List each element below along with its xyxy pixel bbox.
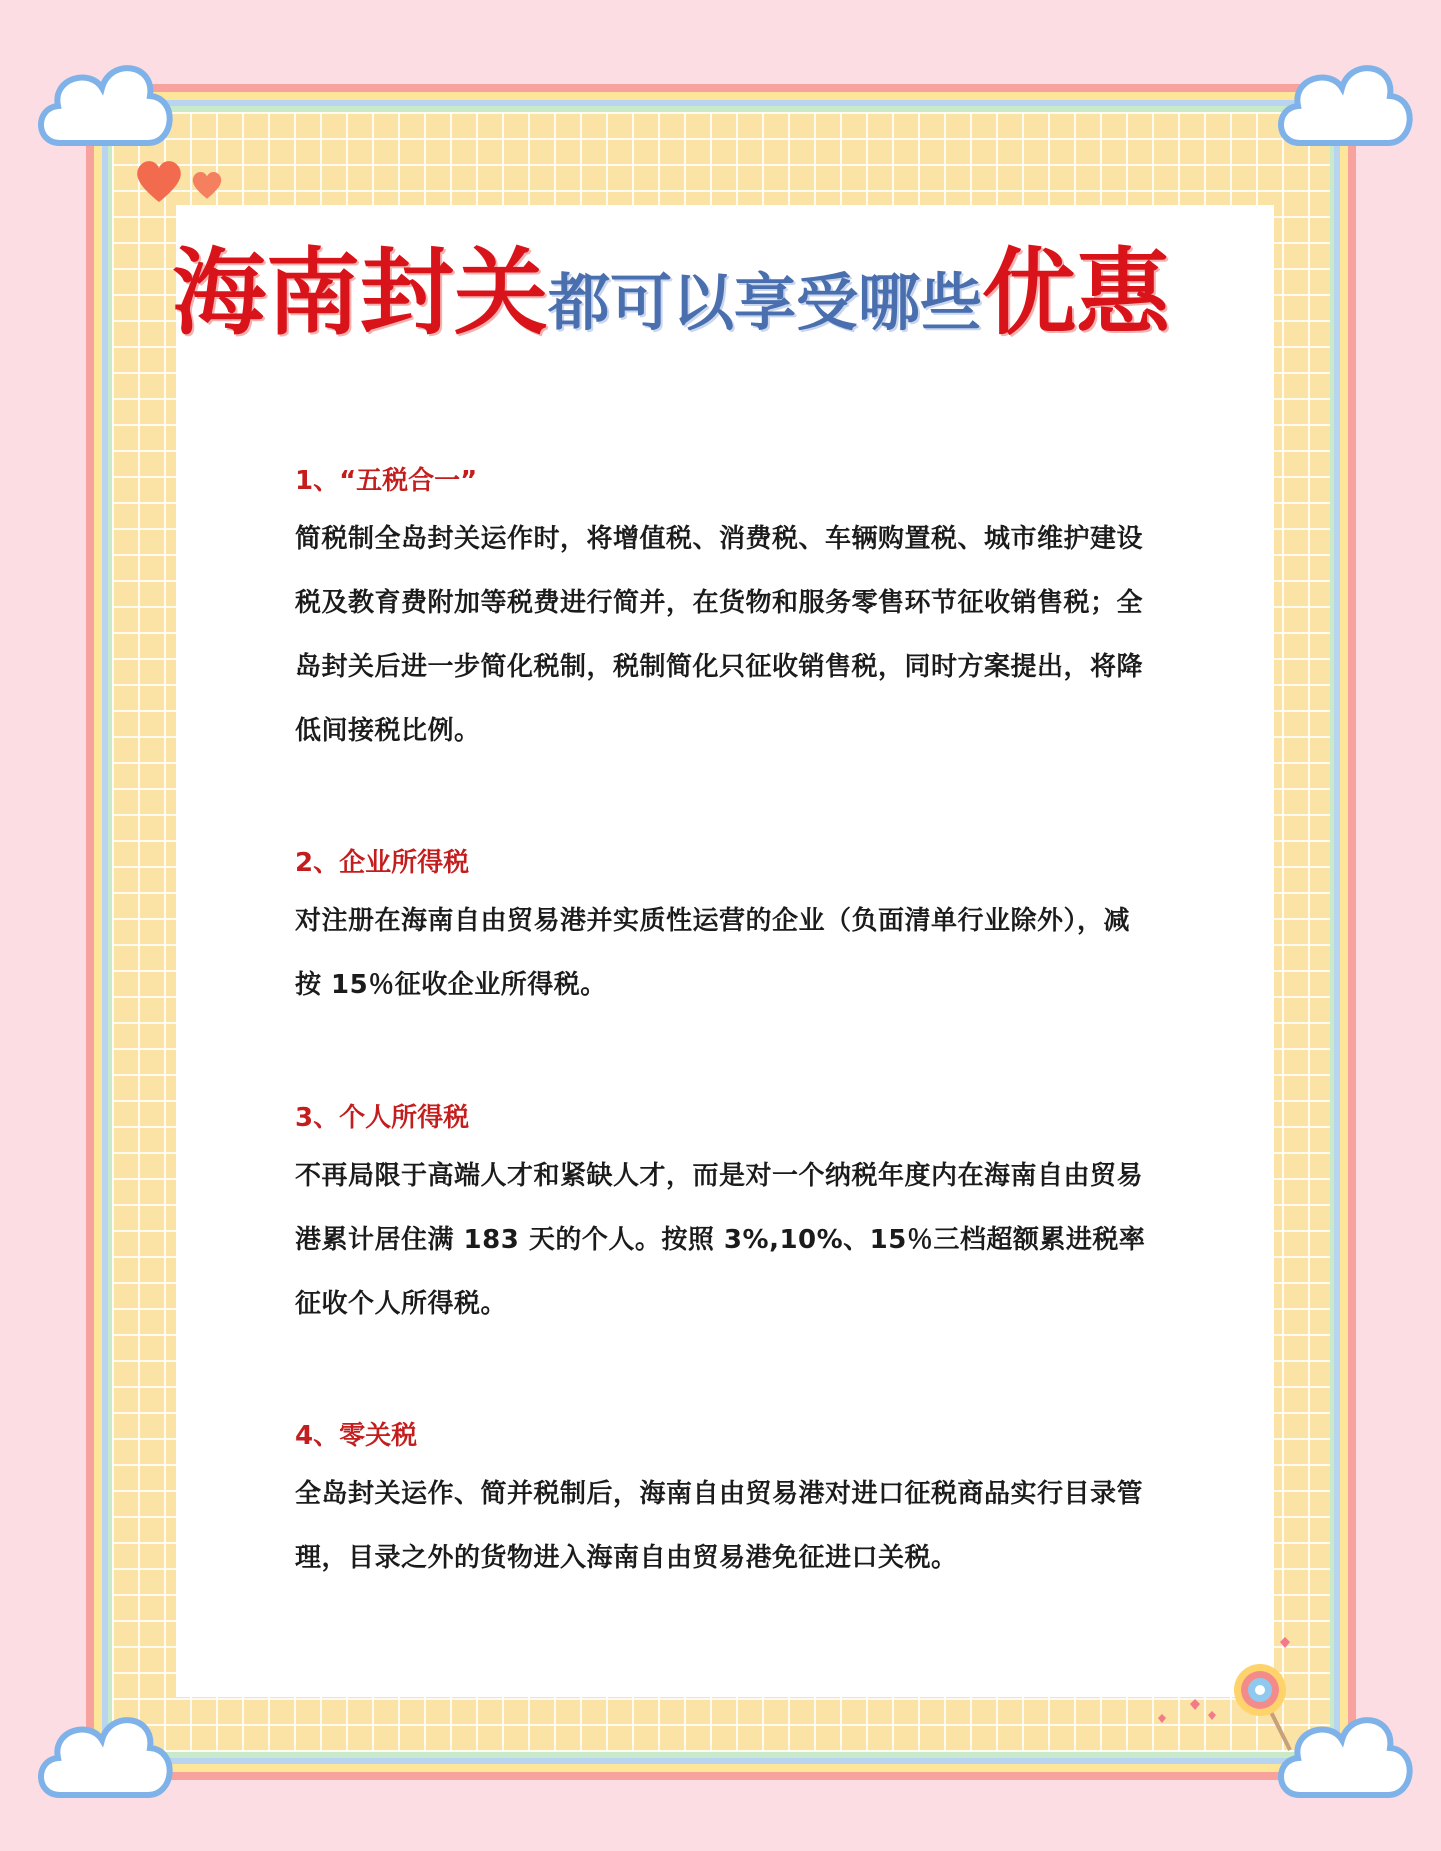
heart-icon [190, 170, 224, 200]
content-body [295, 455, 1155, 1590]
title-part-3: 优惠 [982, 238, 1171, 348]
cloud-icon [30, 48, 180, 158]
section-text: 简税制全岛封关运作时，将增值税、消费税、车辆购置税、城市维护建设税及教育费附加等税费进行简并，在货物和服务零售环节征收销售税；全岛封关后进一步简化税制，税制简化只征收销售税，同时方案提出，将降低间接税比例。 [295, 524, 1144, 746]
section-heading: 4、零关税 [295, 1421, 418, 1451]
section-personal-tax [295, 1092, 1155, 1410]
lollipop-icon [1120, 1620, 1300, 1760]
page-title [172, 210, 1282, 348]
section-text: 全岛封关运作、简并税制后，海南自由贸易港对进口征税商品实行目录管理，目录之外的货物进入海南自由贸易港免征进口关税。 [295, 1479, 1144, 1573]
section-corporate-tax [295, 837, 1155, 1092]
section-text: 对注册在海南自由贸易港并实质性运营的企业（负面清单行业除外），减按 15％征收企业所得税。 [295, 906, 1131, 1000]
title-part-2: 都可以享受哪些 [548, 266, 983, 339]
section-heading: 1、“五税合一” [295, 466, 478, 496]
title-part-1: 海南封关 [172, 238, 549, 348]
heart-icon [134, 158, 184, 204]
section-heading: 3、个人所得税 [295, 1103, 470, 1133]
section-five-taxes [295, 455, 1155, 785]
cloud-icon [30, 1700, 180, 1810]
cloud-icon [1270, 48, 1420, 158]
section-heading: 2、企业所得税 [295, 848, 470, 878]
section-text: 不再局限于高端人才和紧缺人才，而是对一个纳税年度内在海南自由贸易港累计居住满 183 天的个人。按照 3%,10%、15％三档超额累进税率征收个人所得税。 [295, 1161, 1146, 1319]
section-zero-tariff [295, 1410, 1155, 1590]
